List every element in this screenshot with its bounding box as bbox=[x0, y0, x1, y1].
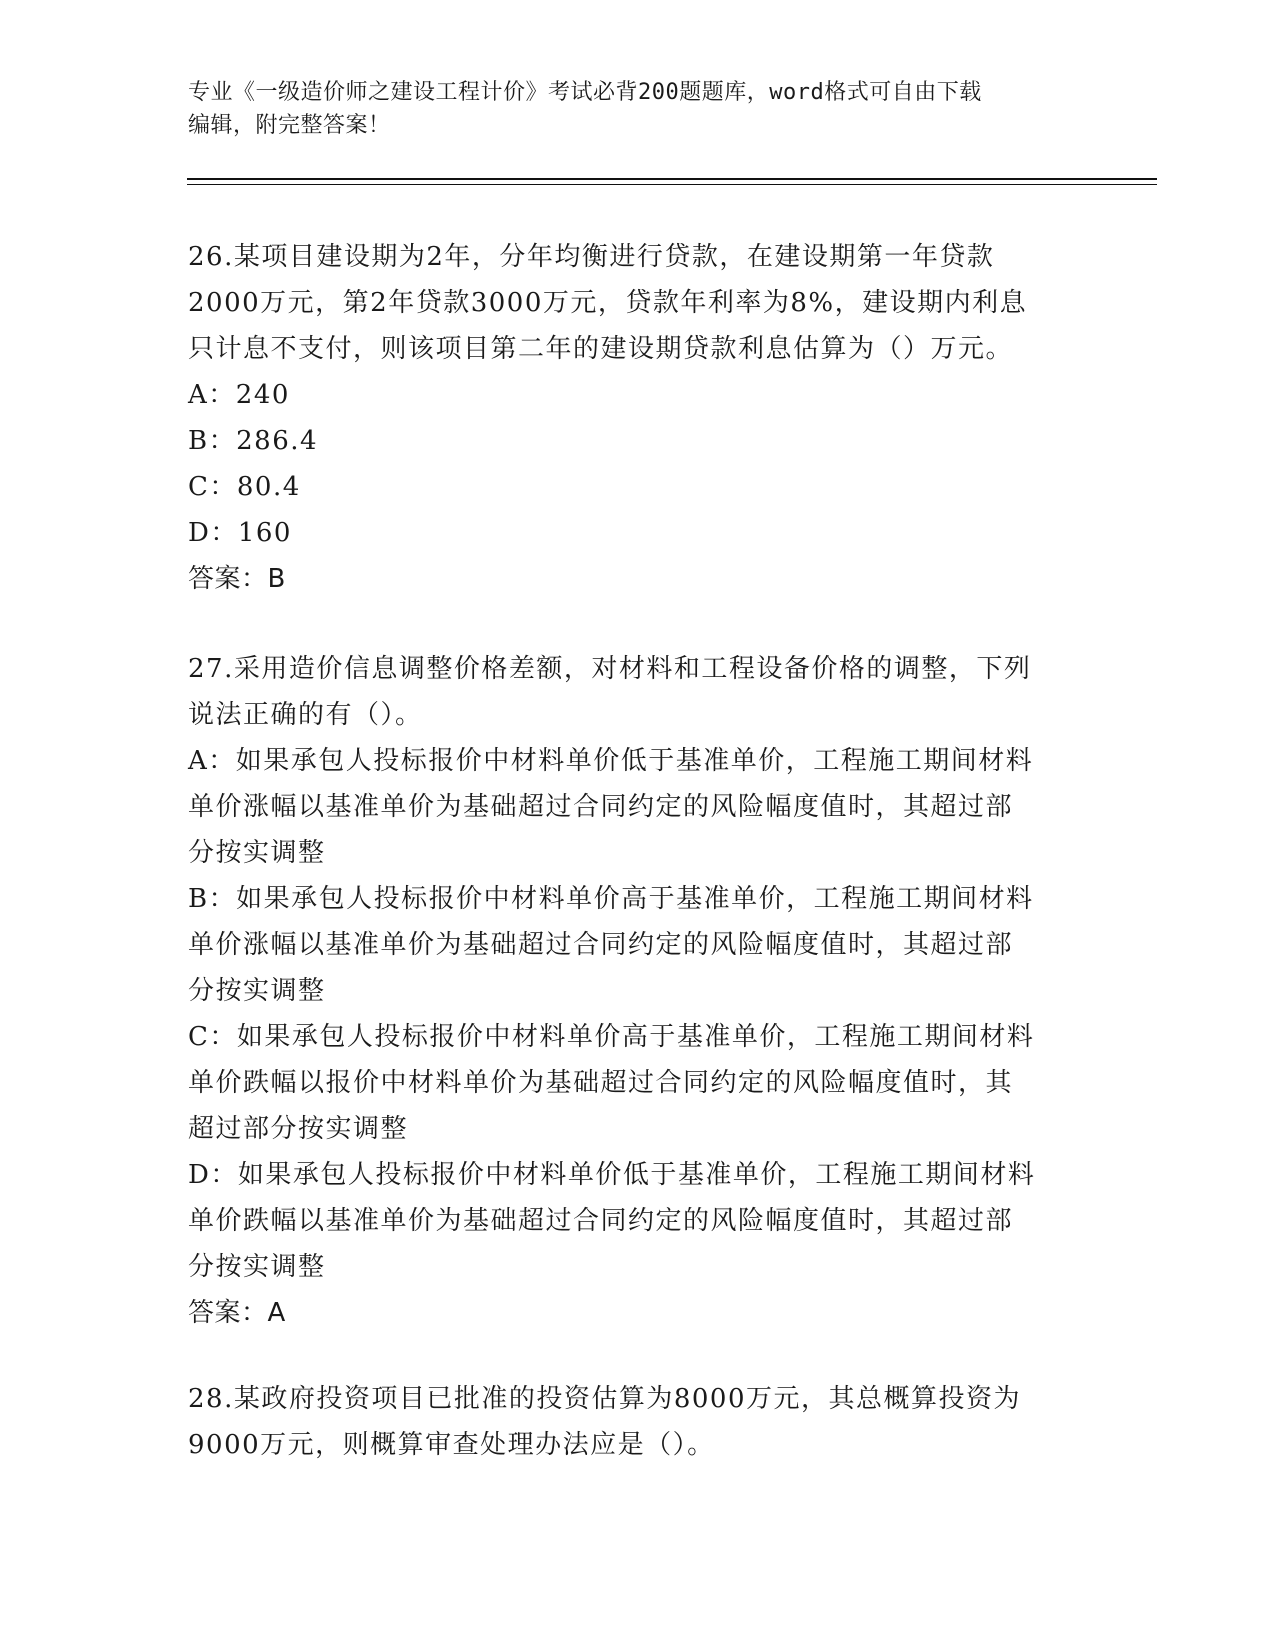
option-d bbox=[188, 1152, 1078, 1290]
option-b bbox=[188, 876, 1078, 1014]
option-line: 分按实调整 bbox=[188, 838, 326, 868]
option-a bbox=[188, 738, 1078, 876]
answer-text: 答案：A bbox=[188, 1298, 286, 1328]
question-stem-line: 27.采用造价信息调整价格差额，对材料和工程设备价格的调整，下列 bbox=[188, 654, 1032, 684]
option-line: 分按实调整 bbox=[188, 976, 326, 1006]
option-line: C：如果承包人投标报价中材料单价高于基准单价，工程施工期间材料 bbox=[188, 1022, 1035, 1052]
option-b: B：286.4 bbox=[188, 426, 319, 456]
option-line: 单价跌幅以基准单价为基础超过合同约定的风险幅度值时，其超过部 bbox=[188, 1206, 1014, 1236]
option-line: 单价涨幅以基准单价为基础超过合同约定的风险幅度值时，其超过部 bbox=[188, 930, 1014, 960]
header-divider-thick bbox=[187, 178, 1157, 180]
question-28 bbox=[188, 1376, 1078, 1468]
header-divider-thin bbox=[187, 184, 1157, 185]
question-26 bbox=[188, 234, 1078, 602]
option-line: A：如果承包人投标报价中材料单价低于基准单价，工程施工期间材料 bbox=[188, 746, 1034, 776]
question-stem-line: 说法正确的有（）。 bbox=[188, 700, 423, 730]
option-line: 超过部分按实调整 bbox=[188, 1114, 409, 1144]
question-stem-line: 26.某项目建设期为2年，分年均衡进行贷款，在建设期第一年贷款 bbox=[188, 242, 995, 272]
question-stem-line: 只计息不支付，则该项目第二年的建设期贷款利息估算为（）万元。 bbox=[188, 334, 1014, 364]
question-stem-line: 9000万元，则概算审查处理办法应是（）。 bbox=[188, 1430, 715, 1460]
option-c bbox=[188, 1014, 1078, 1152]
question-stem-line: 2000万元，第2年贷款3000万元，贷款年利率为8%，建设期内利息 bbox=[188, 288, 1028, 318]
option-c: C：80.4 bbox=[188, 472, 301, 502]
option-a: A：240 bbox=[188, 380, 290, 410]
option-line: 单价涨幅以基准单价为基础超过合同约定的风险幅度值时，其超过部 bbox=[188, 792, 1014, 822]
option-line: 单价跌幅以报价中材料单价为基础超过合同约定的风险幅度值时，其 bbox=[188, 1068, 1014, 1098]
option-line: B：如果承包人投标报价中材料单价高于基准单价，工程施工期间材料 bbox=[188, 884, 1034, 914]
option-d: D：160 bbox=[188, 518, 292, 548]
question-27 bbox=[188, 646, 1078, 1336]
option-line: 分按实调整 bbox=[188, 1252, 326, 1282]
question-stem-line: 28.某政府投资项目已批准的投资估算为8000万元，其总概算投资为 bbox=[188, 1384, 1022, 1414]
option-line: D：如果承包人投标报价中材料单价低于基准单价，工程施工期间材料 bbox=[188, 1160, 1036, 1190]
answer-text: 答案：B bbox=[188, 564, 286, 594]
document-header bbox=[188, 76, 1068, 142]
header-line-2: 编辑，附完整答案！ bbox=[188, 113, 391, 138]
header-line-1: 专业《一级造价师之建设工程计价》考试必背200题题库，word格式可自由下载 bbox=[188, 80, 982, 105]
